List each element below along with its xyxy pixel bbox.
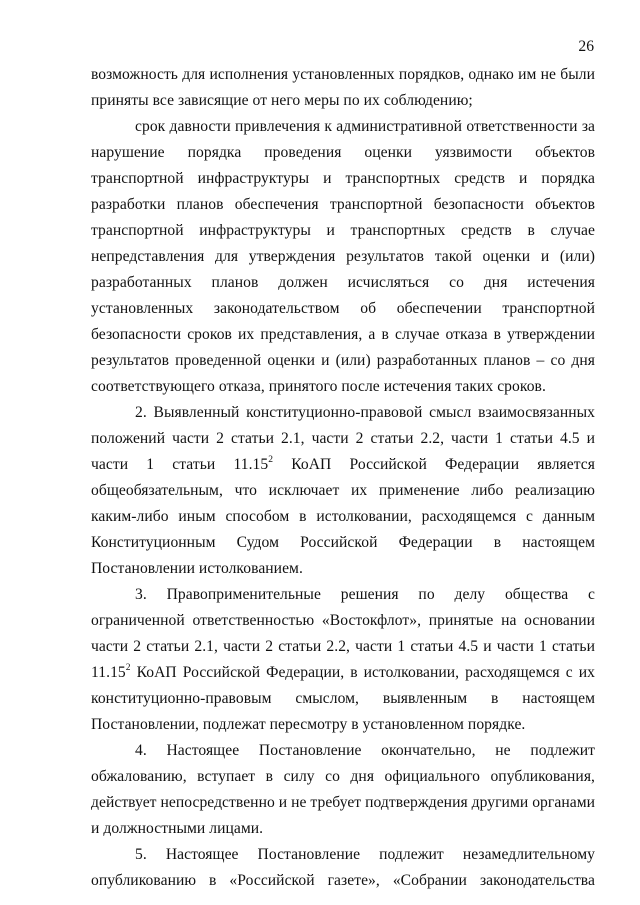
article-superscript: 2 [268,454,274,465]
paragraph-2-text-end: КоАП Российской Федерации является общеобязательным, что исключает их применение либо реализацию каким-либо иным способом в истолковании, расходящемся с данным Конституционным Судом Российской Федерации в настоящем Постановлении истолкованием. [91,456,595,577]
paragraph-continuation: возможность для исполнения установленных порядков, однако им не были приняты все зависящие от него меры по их соблюдению; [91,66,595,109]
paragraph-2-constitutional-meaning [91,400,595,582]
paragraph-3-text-start: 3. Правоприменительные решения по делу общества с ограниченной ответственностью «Востокфлот», принятые на основании части 2 статьи 2.1, части 2 статьи 2.2, части 1 статьи 4.5 и части 1 статьи 11.15 [91,586,595,681]
page-number: 26 [578,38,594,55]
paragraph-3-text-end: КоАП Российской Федерации, в истолковании, расходящемся с их конституционно-правовым смыслом, выявленным в настоящем Постановлении, подлежат пересмотру в установленном порядке. [91,664,595,733]
paragraph-limitation-period: срок давности привлечения к административной ответственности за нарушение порядка проведения оценки уязвимости объектов транспортной инфраструктуры и транспортных средств и порядка разработки планов обеспечения транспортной безопасности объектов транспортной инфраструктуры и транспортных средств в случае непредставления для утверждения результатов такой оценки и (или) разработанных планов должен исчисляться со дня истечения установленных законодательством об обеспечении транспортной безопасности сроков их представления, а в случае отказа в утверждении результатов проведенной оценки и (или) разработанных планов – со дня соответствующего отказа, принятого после истечения таких сроков. [91,118,595,395]
paragraph-4-final-decision: 4. Настоящее Постановление окончательно, не подлежит обжалованию, вступает в силу со дня официального опубликования, действует непосредственно и не требует подтверждения другими органами и должностными лицами. [91,742,596,837]
article-superscript: 2 [125,662,131,673]
paragraph-3-review-decisions [91,582,595,738]
document-body [91,62,595,894]
paragraph-5-publication: 5. Настоящее Постановление подлежит незамедлительному опубликованию в «Российской газете», «Собрании законодательства [91,846,595,889]
paragraph-2-text-start: 2. Выявленный конституционно-правовой смысл взаимосвязанных положений части 2 статьи 2.1, части 2 статьи 2.2, части 1 статьи 4.5 и части 1 статьи 11.15 [91,404,595,473]
